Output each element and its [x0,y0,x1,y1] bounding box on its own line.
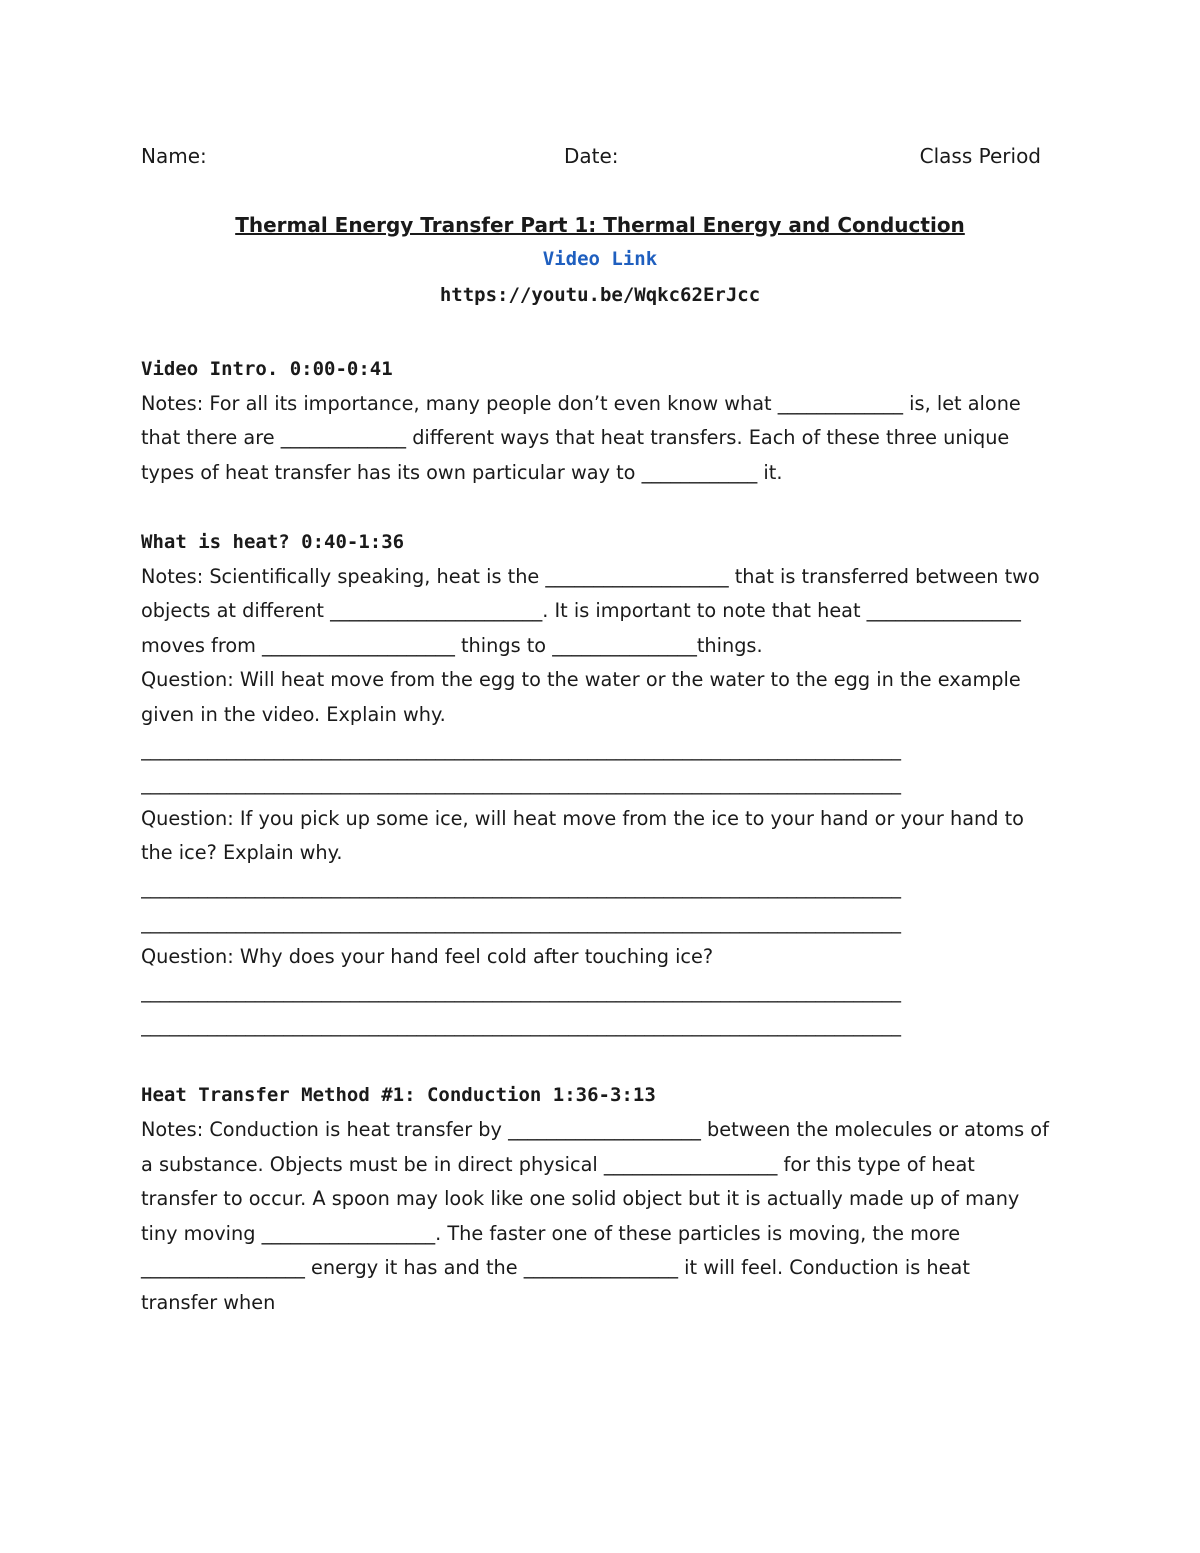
conduction-notes: Notes: Conduction is heat transfer by ____________________ between the molecules or atoms of a substance. Objects must be in direct physical __________________ for this type of heat transfer to occur. A spoon may look like one solid object but it is actually made up of many tiny moving __________________. The faster one of these particles is moving, the more _________________ energy it has and the ________________ it will feel. Conduction is heat transfer when [141,1118,1049,1315]
worksheet-body [141,352,1051,1321]
name-label: Name: [141,144,207,168]
answer-line[interactable]: ________________________________________________________________________________ [141,773,901,796]
video-url[interactable]: https://youtu.be/Wqkc62ErJcc [439,284,761,306]
question-egg: Question: Will heat move from the egg to the water or the water to the egg in the example given in the video. Explain why. [141,668,1021,726]
student-info-row [141,144,1041,172]
worksheet-title: Thermal Energy Transfer Part 1: Thermal Energy and Conduction [235,213,965,237]
question-ice: Question: If you pick up some ice, will heat move from the ice to your hand or your hand to the ice? Explain why. [141,806,1024,865]
date-label: Date: [564,144,619,168]
section-what-is-heat [141,525,1051,1044]
section-video-intro [141,352,1051,490]
class-period-label: Class Period [919,144,1041,168]
section-heading: Video Intro. 0:00-0:41 [141,358,393,380]
section-heading: Heat Transfer Method #1: Conduction 1:36-3:13 [141,1084,656,1107]
answer-line[interactable]: ________________________________________________________________________________ [141,911,901,934]
intro-notes: Notes: For all its importance, many people don’t even know what _____________ is, let alone that there are _____________ different ways that heat transfers. Each of these three unique types of heat transfer has its own particular way to ____________ it. [141,391,1021,484]
answer-line[interactable]: ________________________________________________________________________________ [141,738,901,761]
section-conduction [141,1078,1051,1320]
question-cold-hand: Question: Why does your hand feel cold after touching ice? [141,945,714,969]
answer-line[interactable]: ________________________________________________________________________________ [141,1015,901,1038]
heat-notes: Notes: Scientifically speaking, heat is the ___________________ that is transferred between two objects at different ______________________. It is important to note that heat ________________ moves from ____________________ things to _______________things. [141,564,1040,657]
video-link[interactable]: Video Link [542,248,658,270]
section-heading: What is heat? 0:40-1:36 [141,530,405,553]
answer-line[interactable]: ________________________________________________________________________________ [141,876,901,899]
answer-line[interactable]: ________________________________________________________________________________ [141,980,901,1003]
